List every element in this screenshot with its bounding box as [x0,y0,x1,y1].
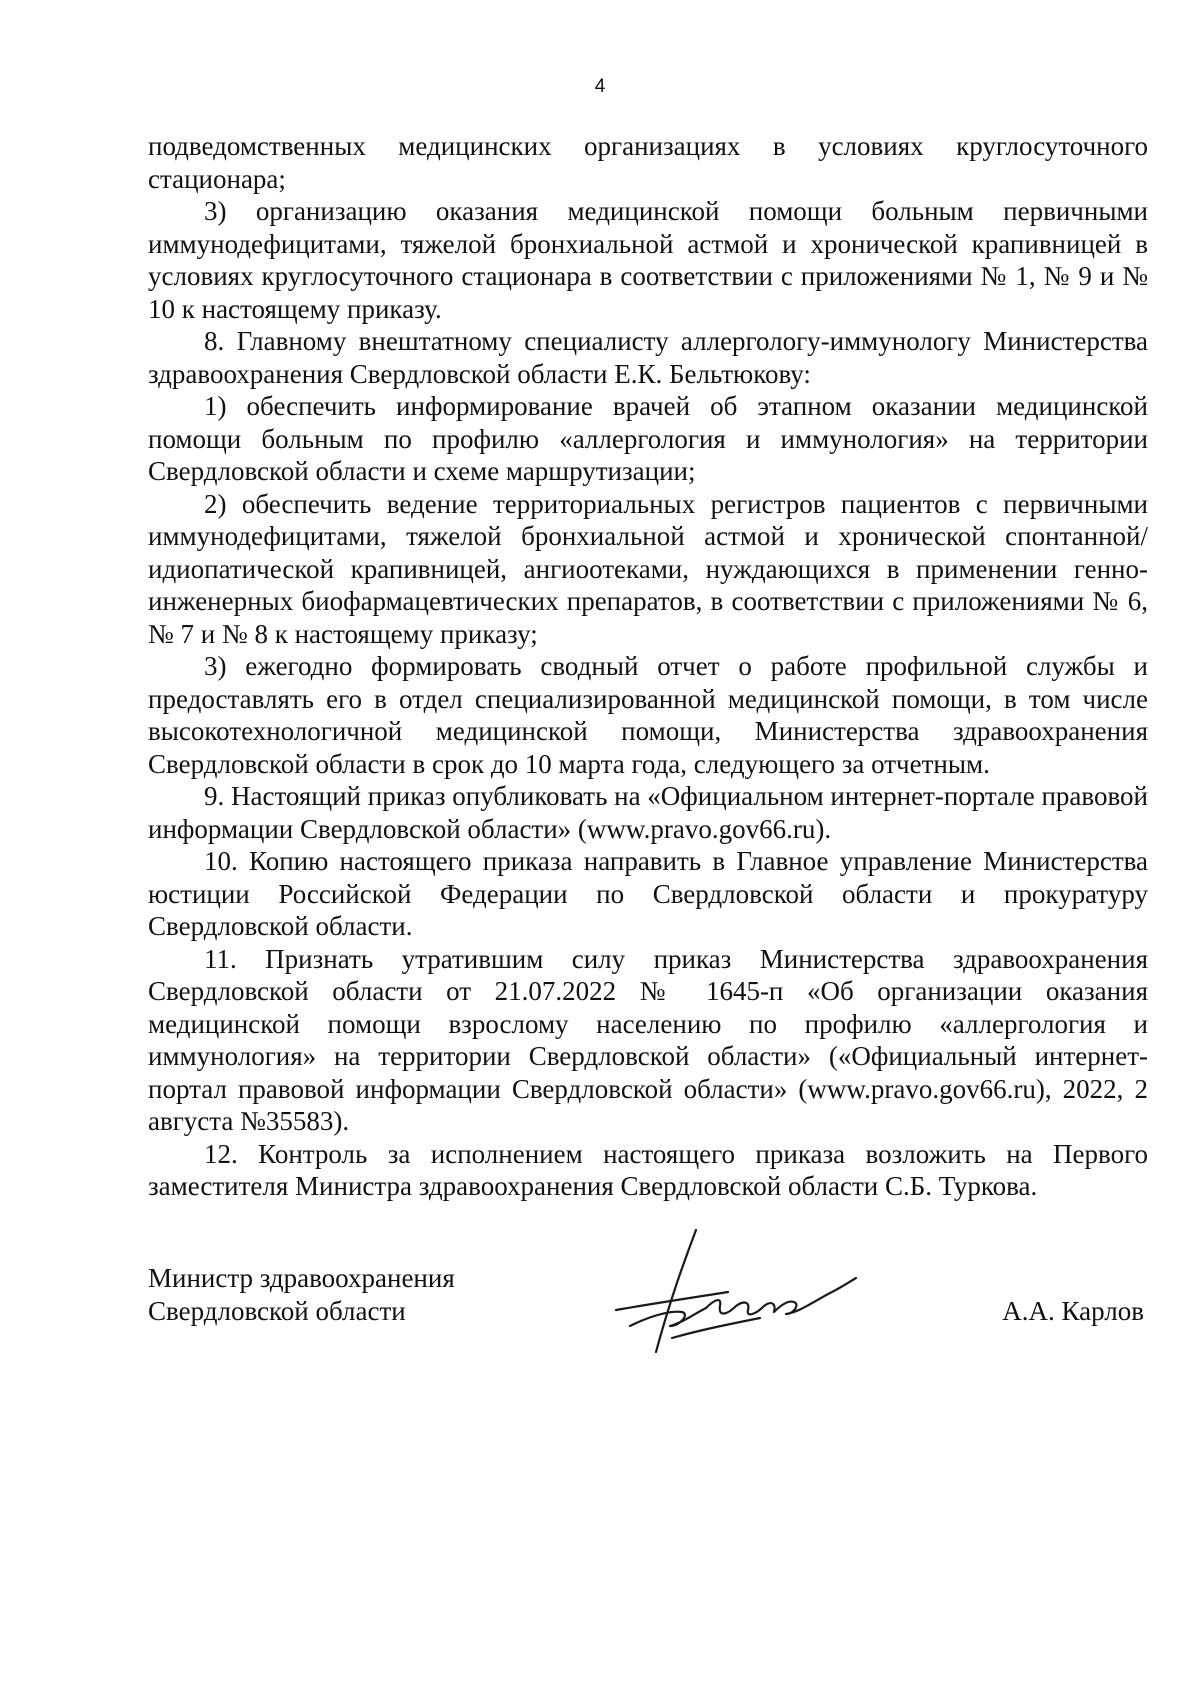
document-body [148,130,1148,1203]
paragraph-item-9: 9. Настоящий приказ опубликовать на «Официальном интернет-портале правовой информации Свердловской области» (www.pravo.gov66.ru). [148,781,1148,844]
handwritten-signature [610,1222,870,1372]
paragraph-item-10: 10. Копию настоящего приказа направить в Главное управление Министерства юстиции Российской Федерации по Свердловской области и прокуратуру Свердловской области. [148,846,1148,941]
paragraph-item-12: 12. Контроль за исполнением настоящего приказа возложить на Первого заместителя Министра здравоохранения Свердловской области С.Б. Туркова. [148,1138,1148,1201]
paragraph-item-8-3: 3) ежегодно формировать сводный отчет о работе профильной службы и предоставлять его в отдел специализированной медицинской помощи, в том числе высокотехнологичной медицинской помощи, Министерства здравоохранения Свердловской области в срок до 10 марта года, следующего за отчетным. [148,651,1148,779]
paragraph-item-8: 8. Главному внештатному специалисту аллергологу-иммунологу Министерства здравоохранения Свердловской области Е.К. Бельтюкову: [148,326,1148,389]
signatory-title-line-2: Свердловской области [148,1296,406,1326]
paragraph-item-7-3: 3) организацию оказания медицинской помощи больным первичными иммунодефицитами, тяжелой бронхиальной астмой и хронической крапивницей в условиях круглосуточного стационара в соответствии с приложениями № 1, № 9 и № 10 к настоящему приказу. [148,196,1148,324]
signatory-title [148,1262,455,1328]
paragraph-item-8-2: 2) обеспечить ведение территориальных регистров пациентов с первичными иммунодефицитами, тяжелой бронхиальной астмой и хронической спонтанной/идиопатической крапивницей, ангиоотеками, нуждающихся в применении генно-инженерных биофармацевтических препаратов, в соответствии с приложениями № 6, № 7 и № 8 к настоящему приказу; [148,488,1148,649]
signatory-name: А.А. Карлов [1002,1296,1144,1326]
signatory-title-line-1: Министр здравоохранения [148,1263,455,1293]
signature-block [148,1262,1148,1392]
paragraph-item-8-1: 1) обеспечить информирование врачей об этапном оказании медицинской помощи больным по профилю «аллергология и иммунология» на территории Свердловской области и схеме маршрутизации; [148,391,1148,486]
page-number: 4 [594,76,606,97]
paragraph-continuation: подведомственных медицинских организациях в условиях круглосуточного стационара; [148,131,1148,194]
paragraph-item-11: 11. Признать утратившим силу приказ Министерства здравоохранения Свердловской области от 21.07.2022 № 1645-п «Об организации оказания медицинской помощи взрослому населению по профилю «аллергология и иммунология» на территории Свердловской области» («Официальный интернет-портал правовой информации Свердловской области» (www.pravo.gov66.ru), 2022, 2 августа №35583). [148,943,1148,1136]
